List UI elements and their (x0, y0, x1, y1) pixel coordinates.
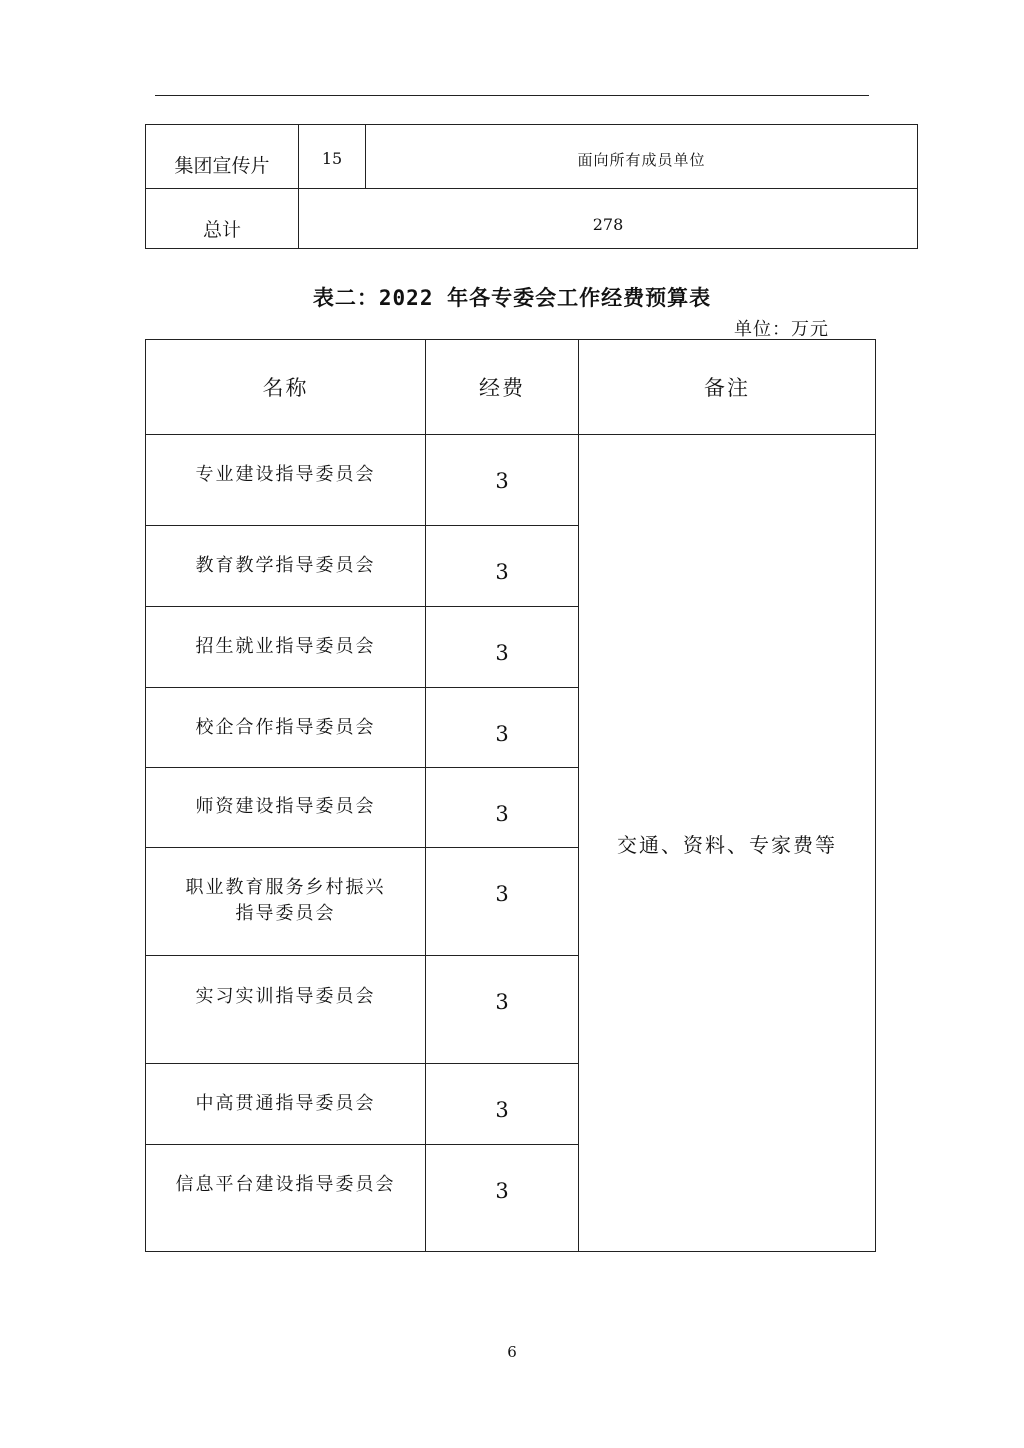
committee-fee: 3 (426, 435, 579, 526)
header-fee: 经费 (426, 340, 579, 435)
committee-name-line2: 指导委员会 (235, 903, 336, 924)
committee-name: 实习实训指导委员会 (146, 956, 426, 1064)
total-row (146, 189, 918, 249)
committee-fee: 3 (426, 1145, 579, 1252)
table-row (146, 435, 876, 526)
header-row (146, 340, 876, 435)
item-name: 集团宣传片 (146, 125, 299, 189)
total-value: 278 (299, 189, 918, 249)
committee-fee: 3 (426, 848, 579, 956)
committee-name: 信息平台建设指导委员会 (146, 1145, 426, 1252)
committee-name: 校企合作指导委员会 (146, 688, 426, 768)
unit-label: 单位：万元 (734, 319, 829, 340)
table-title: 表二：2022 年各专委会工作经费预算表 (312, 286, 712, 310)
header-remark: 备注 (579, 340, 876, 435)
total-label: 总计 (146, 189, 299, 249)
item-note: 面向所有成员单位 (366, 125, 918, 189)
committee-fee: 3 (426, 688, 579, 768)
committee-name: 招生就业指导委员会 (146, 607, 426, 688)
committee-name: 师资建设指导委员会 (146, 768, 426, 848)
committee-name-line1: 职业教育服务乡村振兴 (185, 877, 386, 898)
committee-name: 中高贯通指导委员会 (146, 1064, 426, 1145)
committee-name: 专业建设指导委员会 (146, 435, 426, 526)
item-amount: 15 (299, 125, 366, 189)
page-number: 6 (507, 1343, 517, 1361)
committee-name-multiline (146, 848, 426, 956)
committee-name: 教育教学指导委员会 (146, 526, 426, 607)
header-name: 名称 (146, 340, 426, 435)
table-row (146, 125, 918, 189)
budget-table-continued (145, 124, 918, 249)
shared-remark: 交通、资料、专家费等 (579, 435, 876, 1252)
committee-fee: 3 (426, 526, 579, 607)
committee-fee: 3 (426, 768, 579, 848)
committee-fee: 3 (426, 607, 579, 688)
committee-fee: 3 (426, 956, 579, 1064)
committee-budget-table (145, 339, 876, 1252)
header-rule (155, 95, 869, 96)
committee-fee: 3 (426, 1064, 579, 1145)
